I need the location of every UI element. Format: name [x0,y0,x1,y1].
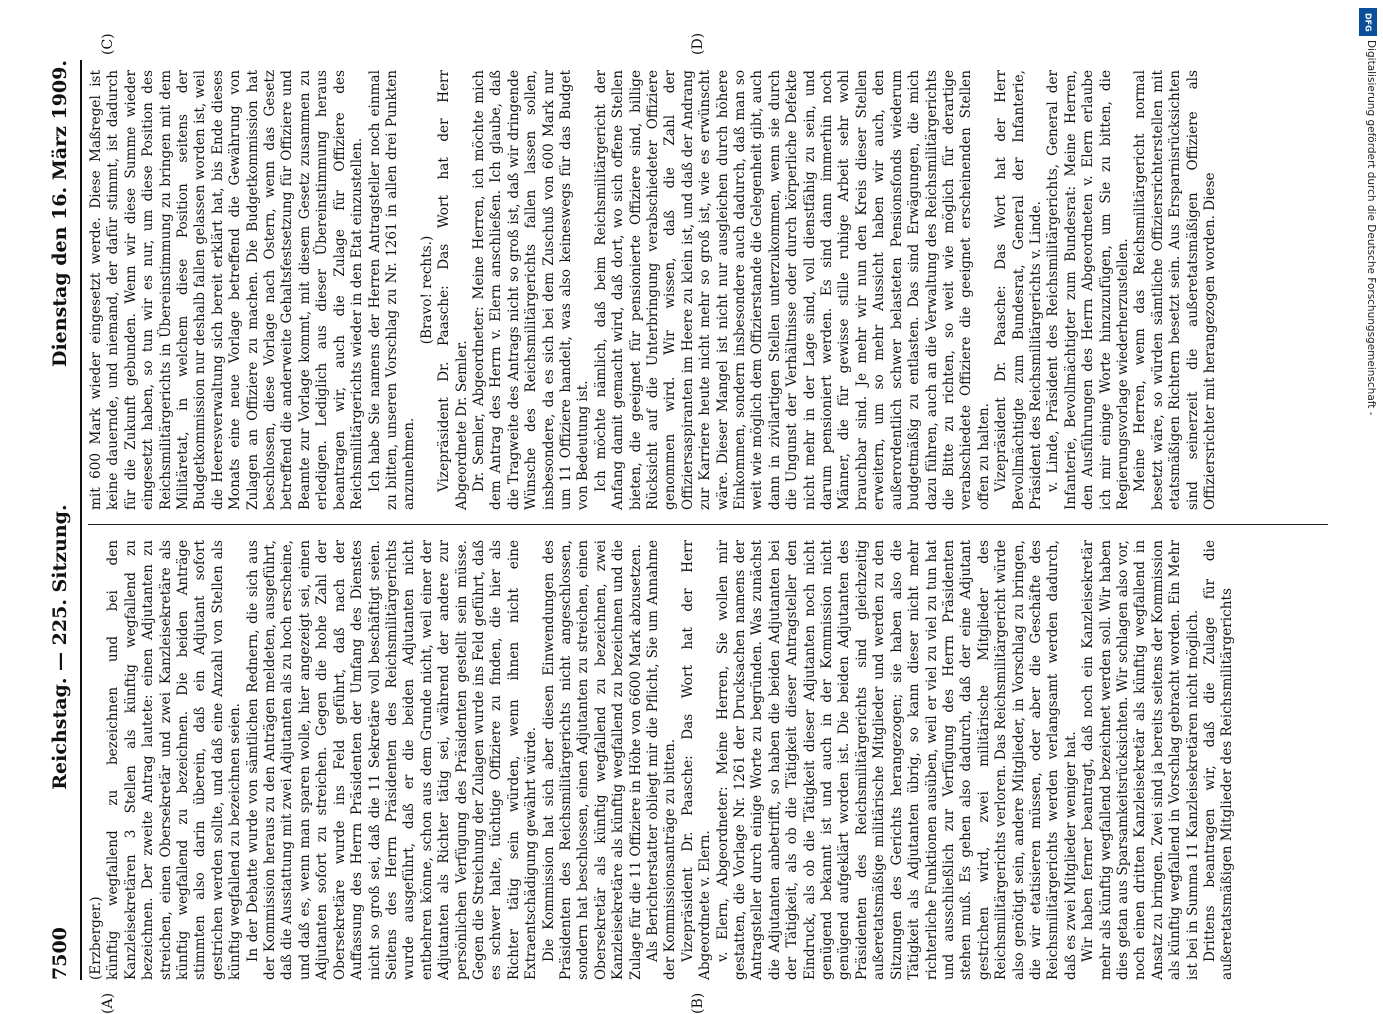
paragraph: v. Linde, Präsident des Reichsmilitärgerichts, General der Infanterie, Bevollmächtigter zum Bundesrat: Meine Herren, den Ausführungen des Herrn Abgeordneten v. Elern erlaube ich mir einige Worte hinzuzufügen, um Sie zu bitten, die Regierungsvorlage wiederherzustellen. [1045,70,1131,510]
vice-president-remark: Vizepräsident Dr. Paasche: Das Wort hat der Herr Abgeordnete Dr. Semler. [436,70,470,510]
vice-president-remark: Vizepräsident Dr. Paasche: Das Wort hat der Herr Bevollmächtigte zum Bundesrat, General der Infanterie, Präsident des Reichsmilitärgerichts v. Linde. [993,70,1044,510]
paragraph: Drittens beantragen wir, daß die Zulage für die außeretatsmäßigen Mitglieder des Reichsmilitärgerichts [1202,540,1236,980]
margin-marker-d: (D) [690,32,706,55]
paragraph: v. Elern, Abgeordneter: Meine Herren, Sie wollen mir gestatten, die Vorlage Nr. 1261 der Drucksachen namens der Antragsteller durch einige Worte zu begründen. Was zunächst die Adjutanten anbetrifft, so haben die beiden Adjutanten bei der Tätigkeit, als ob die Tätigkeit dieser Antragsteller den Eindruck, als ob die Tätigkeit dieser Adjutanten noch nicht genügend bekannt ist und auch in der Kommission nicht genügend aufgeklärt worden ist. Die beiden Adjutanten des Präsidenten des Reichsmilitärgerichts sind gleichzeitig außeretatsmäßige militärische Mitglieder und werden zu den Sitzungen des Gerichts herangezogen; sie haben also die Tätigkeit als Adjutanten übrig, so kann dieser nicht mehr richterliche Funktionen ausüben, weil er viel zu viel zu tun hat und ausschließlich zur Verfügung des Herrn Präsidenten stehen muß. Es gehen also dadurch, daß der eine Adjutant gestrichen wird, zwei militärische Mitglieder des Reichsmilitärgerichts verloren. Das Reichsmilitärgericht würde also genötigt sein, andere Mitglieder, in Vorschlag zu bringen, die wir etatisieren müssen, oder aber die Geschäfte des Reichsmilitärgerichts werden verlangsamt werden dadurch, daß es zwei Mitglieder weniger hat. [714,540,1079,980]
dfg-logo: DFG [1359,8,1377,36]
speaker-open: (Erzberger.) [88,896,104,980]
paragraph: Wir haben ferner beantragt, daß noch ein Kanzleisekretär mehr als künftig wegfallend bezeichnet werden soll. Wir haben dies getan aus Sparsamkeitsrücksichten. Wir schlagen also vor, noch einen dritten Kanzleisekretär als künftig wegfallend in Ansatz zu bringen. Zwei sind ja bereits seitens der Kommission als künftig wegfallend in Vorschlag gebracht worden. Ein Mehr ist bei in Summa 11 Kanzleisekretären nicht möglich. [1080,540,1201,980]
margin-marker-c: (C) [100,33,116,55]
paragraph: mit 600 Mark wieder eingesetzt werde. Diese Maßregel ist keine dauernde, und niemand, der dafür stimmt, ist dadurch für die Zukunft gebunden. Wenn wir diese Summe wieder eingesetzt haben, so tun wir es nur, um diese Position des Reichsmilitärgerichts in Übereinstimmung zu bringen mit dem Militäretat, in welchem diese Position seitens der Budgetkommission nur deshalb fallen gelassen worden ist, weil die Heeresverwaltung sich bereit erklärt hat, bis Ende dieses Monats eine neue Vorlage betreffend die Gewährung von Zulagen an Offiziere zu machen. Die Budgetkommission hat beschlossen, diese Vorlage nach Ostern, wenn das Gesetz betreffend die anderweite Gehaltsfestsetzung für Offiziere und Beamte zur Vorlage kommt, mit diesem Gesetz zusammen zu erledigen. Lediglich aus dieser Übereinstimmung heraus beantragen wir, auch die Zulage für Offiziere des Reichsmilitärgerichts wieder in den Etat einzustellen. [88,70,366,510]
paragraph: In der Debatte wurde von sämtlichen Rednern, die sich aus der Kommission heraus zu den Anträgen meldeten, ausgeführt, daß die Ausstattung mit zwei Adjutanten als zu hoch erscheine, und daß es, wenn man sparen wolle, hier angezeigt sei, einen Adjutanten sofort zu streichen. Gegen die hohe Zahl der Obersekretäre wurde ins Feld geführt, daß nach der Auffassung des Herrn Präsidenten der Umfang des Dienstes nicht so groß sei, daß die 11 Sekretäre voll beschäftigt seien. Seitens des Herrn Präsidenten des Reichsmilitärgerichts wurde ausgeführt, daß er die beiden Adjutanten nicht entbehren könne, schon aus dem Grunde nicht, weil einer der Adjutanten als Richter tätig sei, während der andere zur persönlichen Verfügung des Präsidenten gestellt sein müsse. Gegen die Streichung der Zulagen wurde ins Feld geführt, daß es schwer halte, tüchtige Offiziere zu finden, die hier als Richter tätig sein würden, wenn ihnen nicht eine Extraentschädigung gewährt würde. [244,540,540,980]
page-number: 7500 [49,927,71,980]
vice-president-remark: Vizepräsident Dr. Paasche: Das Wort hat der Herr Abgeordnete v. Elern. [679,540,714,980]
right-column [88,70,1219,510]
session-date: Dienstag den 16. März 1909. [49,60,71,368]
column-divider [88,524,1328,525]
session-title: Reichstag. — 225. Sitzung. [49,504,71,790]
margin-marker-b: (B) [690,992,706,1014]
paragraph: Die Kommission hat sich aber diesen Einwendungen des Präsidenten des Reichsmilitärgerichts nicht angeschlossen, sondern hat beschlossen, einen Adjutanten zu streichen, einen Obersekretär als künftig wegfallend zu bezeichnen, zwei Kanzleisekretäre als künftig wegfallend zu bezeichnen und die Zulage für die 11 Offiziere in Höhe von 6600 Mark abzusetzen. [540,540,644,980]
paragraph: Ich habe Sie namens der Herren Antragsteller noch einmal zu bitten, unseren Vorschlag zu Nr. 1261 in allen drei Punkten anzunehmen. [366,70,418,510]
rotated-page [40,32,1340,1014]
applause-note: (Bravo! rechts.) [418,235,435,345]
paragraph: künftig wegfallend zu bezeichnen und bei den Kanzleisekretären 3 Stellen als künftig wegfallend zu bezeichnen. Der zweite Antrag lautete: einen Adjutanten zu streichen, einen Obersekretär und zwei Kanzleisekretäre als künftig wegfallend zu bezeichnen. Die beiden Anträge stimmten also darin überein, daß ein Adjutant sofort gestrichen werden sollte, und daß eine Anzahl von Stellen als künftig wegfallend zu bezeichnen seien. [105,540,244,980]
paragraph: Ich möchte nämlich, daß beim Reichsmilitärgericht der Anfang damit gemacht wird, daß dort, wo sich offene Stellen bieten, die geeignet für pensionierte Offiziere sind, billige Rücksicht auf die Unterbringung verabschiedeter Offiziere genommen wird. Wir wissen, daß die Zahl der Offiziersaspiranten im Heere zu klein ist, und daß der Andrang zur Karriere heute nicht mehr so groß ist, wie es erwünscht wäre. Dieser Mangel ist nicht nur ausgleichen durch höhere Einkommen, sondern insbesondere auch dadurch, daß man so weit wie möglich dem Offizierstande die Gelegenheit gibt, auch dann in zivilartigen Stellen unterzukommen, wenn sie durch die Ungunst der Verhältnisse oder durch körperliche Defekte nicht mehr in der Lage sind, voll dienstfähig zu sein, und darum pensioniert werden. Es sind dann immerhin noch Männer, die für gewisse stille ruhige Arbeit sehr wohl brauchbar sind. Je mehr wir nun den Kreis dieser Stellen erweitern, um so mehr Aussicht haben wir auch, den außerordentlich schwer belasteten Pensionsfonds wiederum budgetmäßig zu entlasten. Das sind Erwägungen, die mich dazu führen, auch an die Verwaltung des Reichsmilitärgerichts die Bitte zu richten, so weit wie möglich für derartige verabschiedete Offiziere die geeignet erscheinenden Stellen offen zu halten. [592,70,992,510]
margin-marker-a: (A) [100,992,116,1014]
paragraph: Als Berichterstatter obliegt mir die Pflicht, Sie um Annahme der Kommissionsanträge zu bitten. [645,540,679,980]
left-column [88,540,1237,980]
digitization-note: Digitalisierung gefördert durch die Deutsche Forschungsgemeinschaft - [1365,40,1377,416]
page-header [40,60,82,980]
paragraph: Dr. Semler, Abgeordneter: Meine Herren, ich möchte mich dem Antrag des Herrn v. Elern anschließen. Ich glaube, daß die Tragweite des Antrags nicht so groß ist, daß wir dringende Wünsche des Reichsmilitärgerichts fallen lassen sollen, insbesondere, da es sich bei dem Zuschuß von 600 Mark nur um 11 Offiziere handelt, was also keineswegs für das Budget von Bedeutung ist. [470,70,592,510]
paragraph: Meine Herren, wenn das Reichsmilitärgericht normal besetzt wäre, so würden sämtliche Offiziersrichterstellen mit etatsmäßigen Richtern besetzt sein. Aus Ersparnisrücksichten sind seinerzeit die außeretatsmäßigen Offiziere als Offiziersrichter mit herangezogen worden. Diese [1132,70,1218,510]
